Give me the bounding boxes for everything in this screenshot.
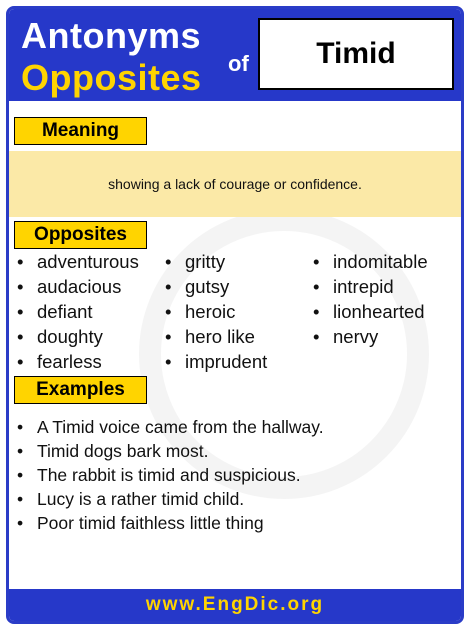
opposite-item: • nervy	[313, 324, 428, 349]
meaning-text: showing a lack of courage or confidence.	[9, 151, 461, 217]
opposite-item: • audacious	[17, 274, 139, 299]
examples-label: Examples	[14, 376, 147, 404]
footer-website-link[interactable]: www.EngDic.org	[9, 589, 461, 621]
opposite-item: • doughty	[17, 324, 139, 349]
header-banner	[9, 9, 461, 101]
opposite-item: • gritty	[165, 249, 267, 274]
example-sentence: • The rabbit is timid and suspicious.	[17, 463, 324, 487]
headword: Timid	[258, 18, 454, 90]
meaning-label: Meaning	[14, 117, 147, 145]
antonym-card	[6, 6, 464, 624]
opposites-column-1	[17, 249, 139, 374]
opposites-column-2	[165, 249, 267, 374]
opposite-item: • hero like	[165, 324, 267, 349]
opposite-item: • imprudent	[165, 349, 267, 374]
examples-list	[17, 415, 324, 535]
opposite-item: • gutsy	[165, 274, 267, 299]
title-opposites: Opposites	[21, 57, 202, 98]
opposites-label: Opposites	[14, 221, 147, 249]
title-antonyms: Antonyms	[21, 15, 202, 56]
opposite-item: • indomitable	[313, 249, 428, 274]
example-sentence: • A Timid voice came from the hallway.	[17, 415, 324, 439]
opposite-item: • defiant	[17, 299, 139, 324]
opposite-item: • heroic	[165, 299, 267, 324]
example-sentence: • Poor timid faithless little thing	[17, 511, 324, 535]
opposites-column-3	[313, 249, 428, 349]
opposite-item: • intrepid	[313, 274, 428, 299]
example-sentence: • Timid dogs bark most.	[17, 439, 324, 463]
opposite-item: • fearless	[17, 349, 139, 374]
example-sentence: • Lucy is a rather timid child.	[17, 487, 324, 511]
opposite-item: • adventurous	[17, 249, 139, 274]
title-connector: of	[228, 51, 249, 76]
opposite-item: • lionhearted	[313, 299, 428, 324]
